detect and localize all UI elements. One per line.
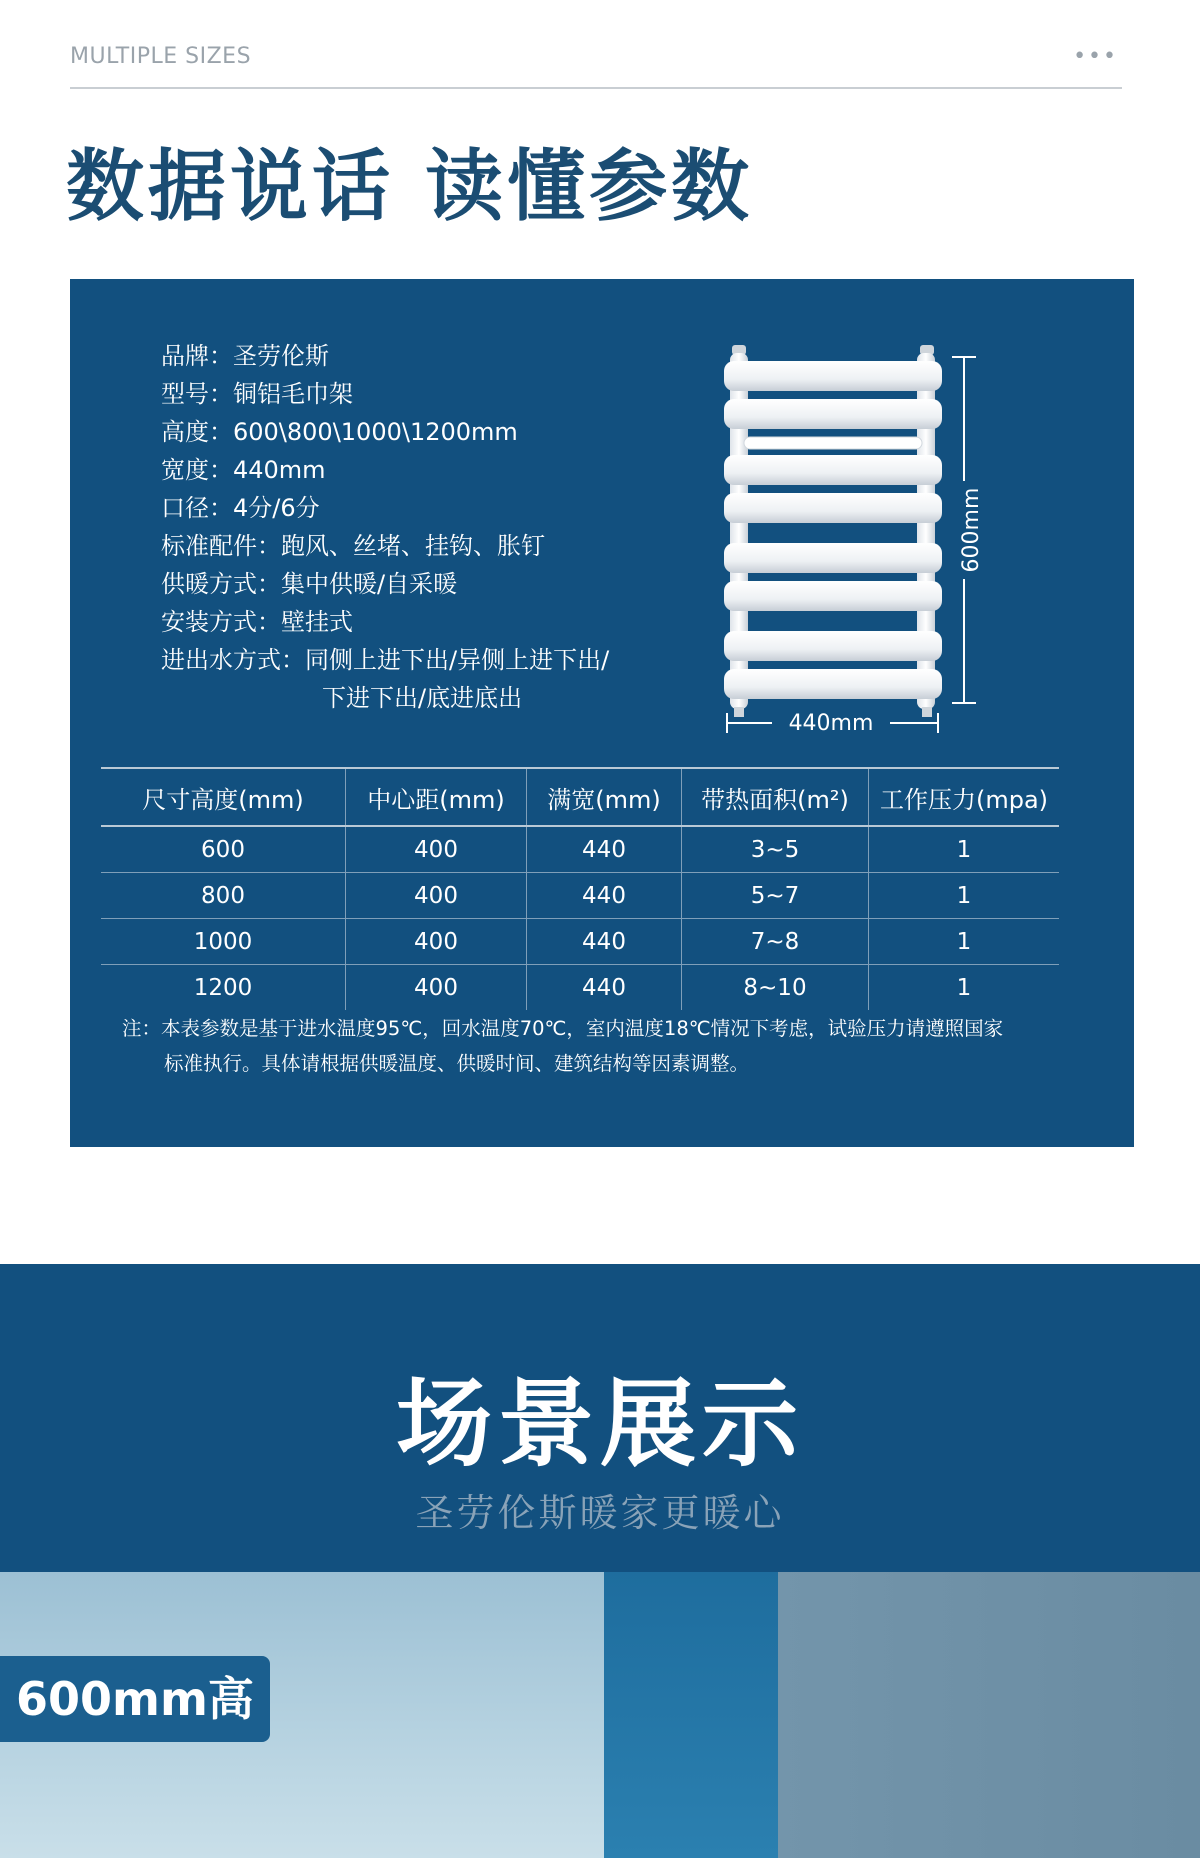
table-row bbox=[101, 919, 1059, 965]
radiator-bars bbox=[724, 361, 942, 699]
table-cell: 440 bbox=[527, 826, 682, 873]
table-cell: 440 bbox=[527, 919, 682, 965]
table-cell: 1 bbox=[869, 919, 1060, 965]
col-header-pressure: 工作压力(mpa) bbox=[869, 768, 1060, 826]
col-header-full-width: 满宽(mm) bbox=[527, 768, 682, 826]
table-cell: 400 bbox=[346, 873, 527, 919]
spec-caliber: 口径：4分/6分 bbox=[161, 494, 320, 522]
more-dots-icon: ••• bbox=[1073, 44, 1118, 69]
spec-table bbox=[101, 767, 1059, 1010]
table-cell: 1 bbox=[869, 873, 1060, 919]
page-title: 数据说话 读懂参数 bbox=[66, 142, 754, 232]
section-label: MULTIPLE SIZES bbox=[70, 44, 252, 69]
table-cell: 8~10 bbox=[682, 965, 869, 1011]
table-cell: 400 bbox=[346, 965, 527, 1011]
col-header-height: 尺寸高度(mm) bbox=[101, 768, 346, 826]
table-cell: 1 bbox=[869, 965, 1060, 1011]
table-cell: 440 bbox=[527, 873, 682, 919]
table-cell: 1 bbox=[869, 826, 1060, 873]
table-cell: 600 bbox=[101, 826, 346, 873]
photo-wall-accent bbox=[604, 1572, 778, 1858]
towel-radiator-diagram bbox=[720, 339, 1060, 739]
spec-height: 高度：600\800\1000\1200mm bbox=[161, 418, 518, 446]
scene-photo bbox=[0, 1572, 1200, 1858]
spec-width: 宽度：440mm bbox=[161, 456, 326, 484]
spec-water-cont: 下进下出/底进底出 bbox=[322, 684, 523, 712]
spec-panel bbox=[70, 279, 1134, 1147]
col-header-heat-area: 带热面积(m²) bbox=[682, 768, 869, 826]
table-cell: 400 bbox=[346, 919, 527, 965]
spec-heating: 供暖方式：集中供暖/自采暖 bbox=[161, 570, 458, 598]
scene-title: 场景展示 bbox=[396, 1368, 804, 1480]
table-row bbox=[101, 873, 1059, 919]
width-dimension-label: 440mm bbox=[788, 711, 874, 736]
photo-wall-right bbox=[778, 1572, 1200, 1858]
table-header-row bbox=[101, 768, 1059, 826]
scene-subtitle: 圣劳伦斯暖家更暖心 bbox=[415, 1491, 785, 1535]
height-dimension-label: 600mm bbox=[959, 487, 984, 573]
table-cell: 800 bbox=[101, 873, 346, 919]
size-badge: 600mm高 bbox=[0, 1656, 270, 1742]
scene-banner bbox=[0, 1264, 1200, 1572]
col-header-center-distance: 中心距(mm) bbox=[346, 768, 527, 826]
spec-model: 型号：铜铝毛巾架 bbox=[161, 380, 353, 408]
spec-brand: 品牌：圣劳伦斯 bbox=[161, 342, 329, 370]
spec-install: 安装方式：壁挂式 bbox=[161, 608, 353, 636]
spec-accessories: 标准配件：跑风、丝堵、挂钩、胀钉 bbox=[161, 532, 545, 560]
table-cell: 440 bbox=[527, 965, 682, 1011]
table-cell: 1200 bbox=[193, 974, 253, 1001]
table-cell: 5~7 bbox=[682, 873, 869, 919]
table-cell: 3~5 bbox=[682, 826, 869, 873]
spec-list bbox=[161, 337, 609, 717]
table-cell: 400 bbox=[346, 826, 527, 873]
table-row bbox=[101, 826, 1059, 873]
spec-water: 进出水方式：同侧上进下出/异侧上进下出/ bbox=[161, 646, 610, 674]
table-row bbox=[101, 965, 1059, 1011]
note-line-1: 注：本表参数是基于进水温度95℃，回水温度70℃，室内温度18℃情况下考虑，试验压力请遵照国家 bbox=[122, 1017, 1004, 1040]
table-cell: 7~8 bbox=[682, 919, 869, 965]
table-note bbox=[122, 1011, 1082, 1081]
table-cell: 1000 bbox=[101, 919, 346, 965]
note-line-2: 标准执行。具体请根据供暖温度、供暖时间、建筑结构等因素调整。 bbox=[164, 1052, 750, 1075]
header-divider bbox=[70, 87, 1122, 89]
